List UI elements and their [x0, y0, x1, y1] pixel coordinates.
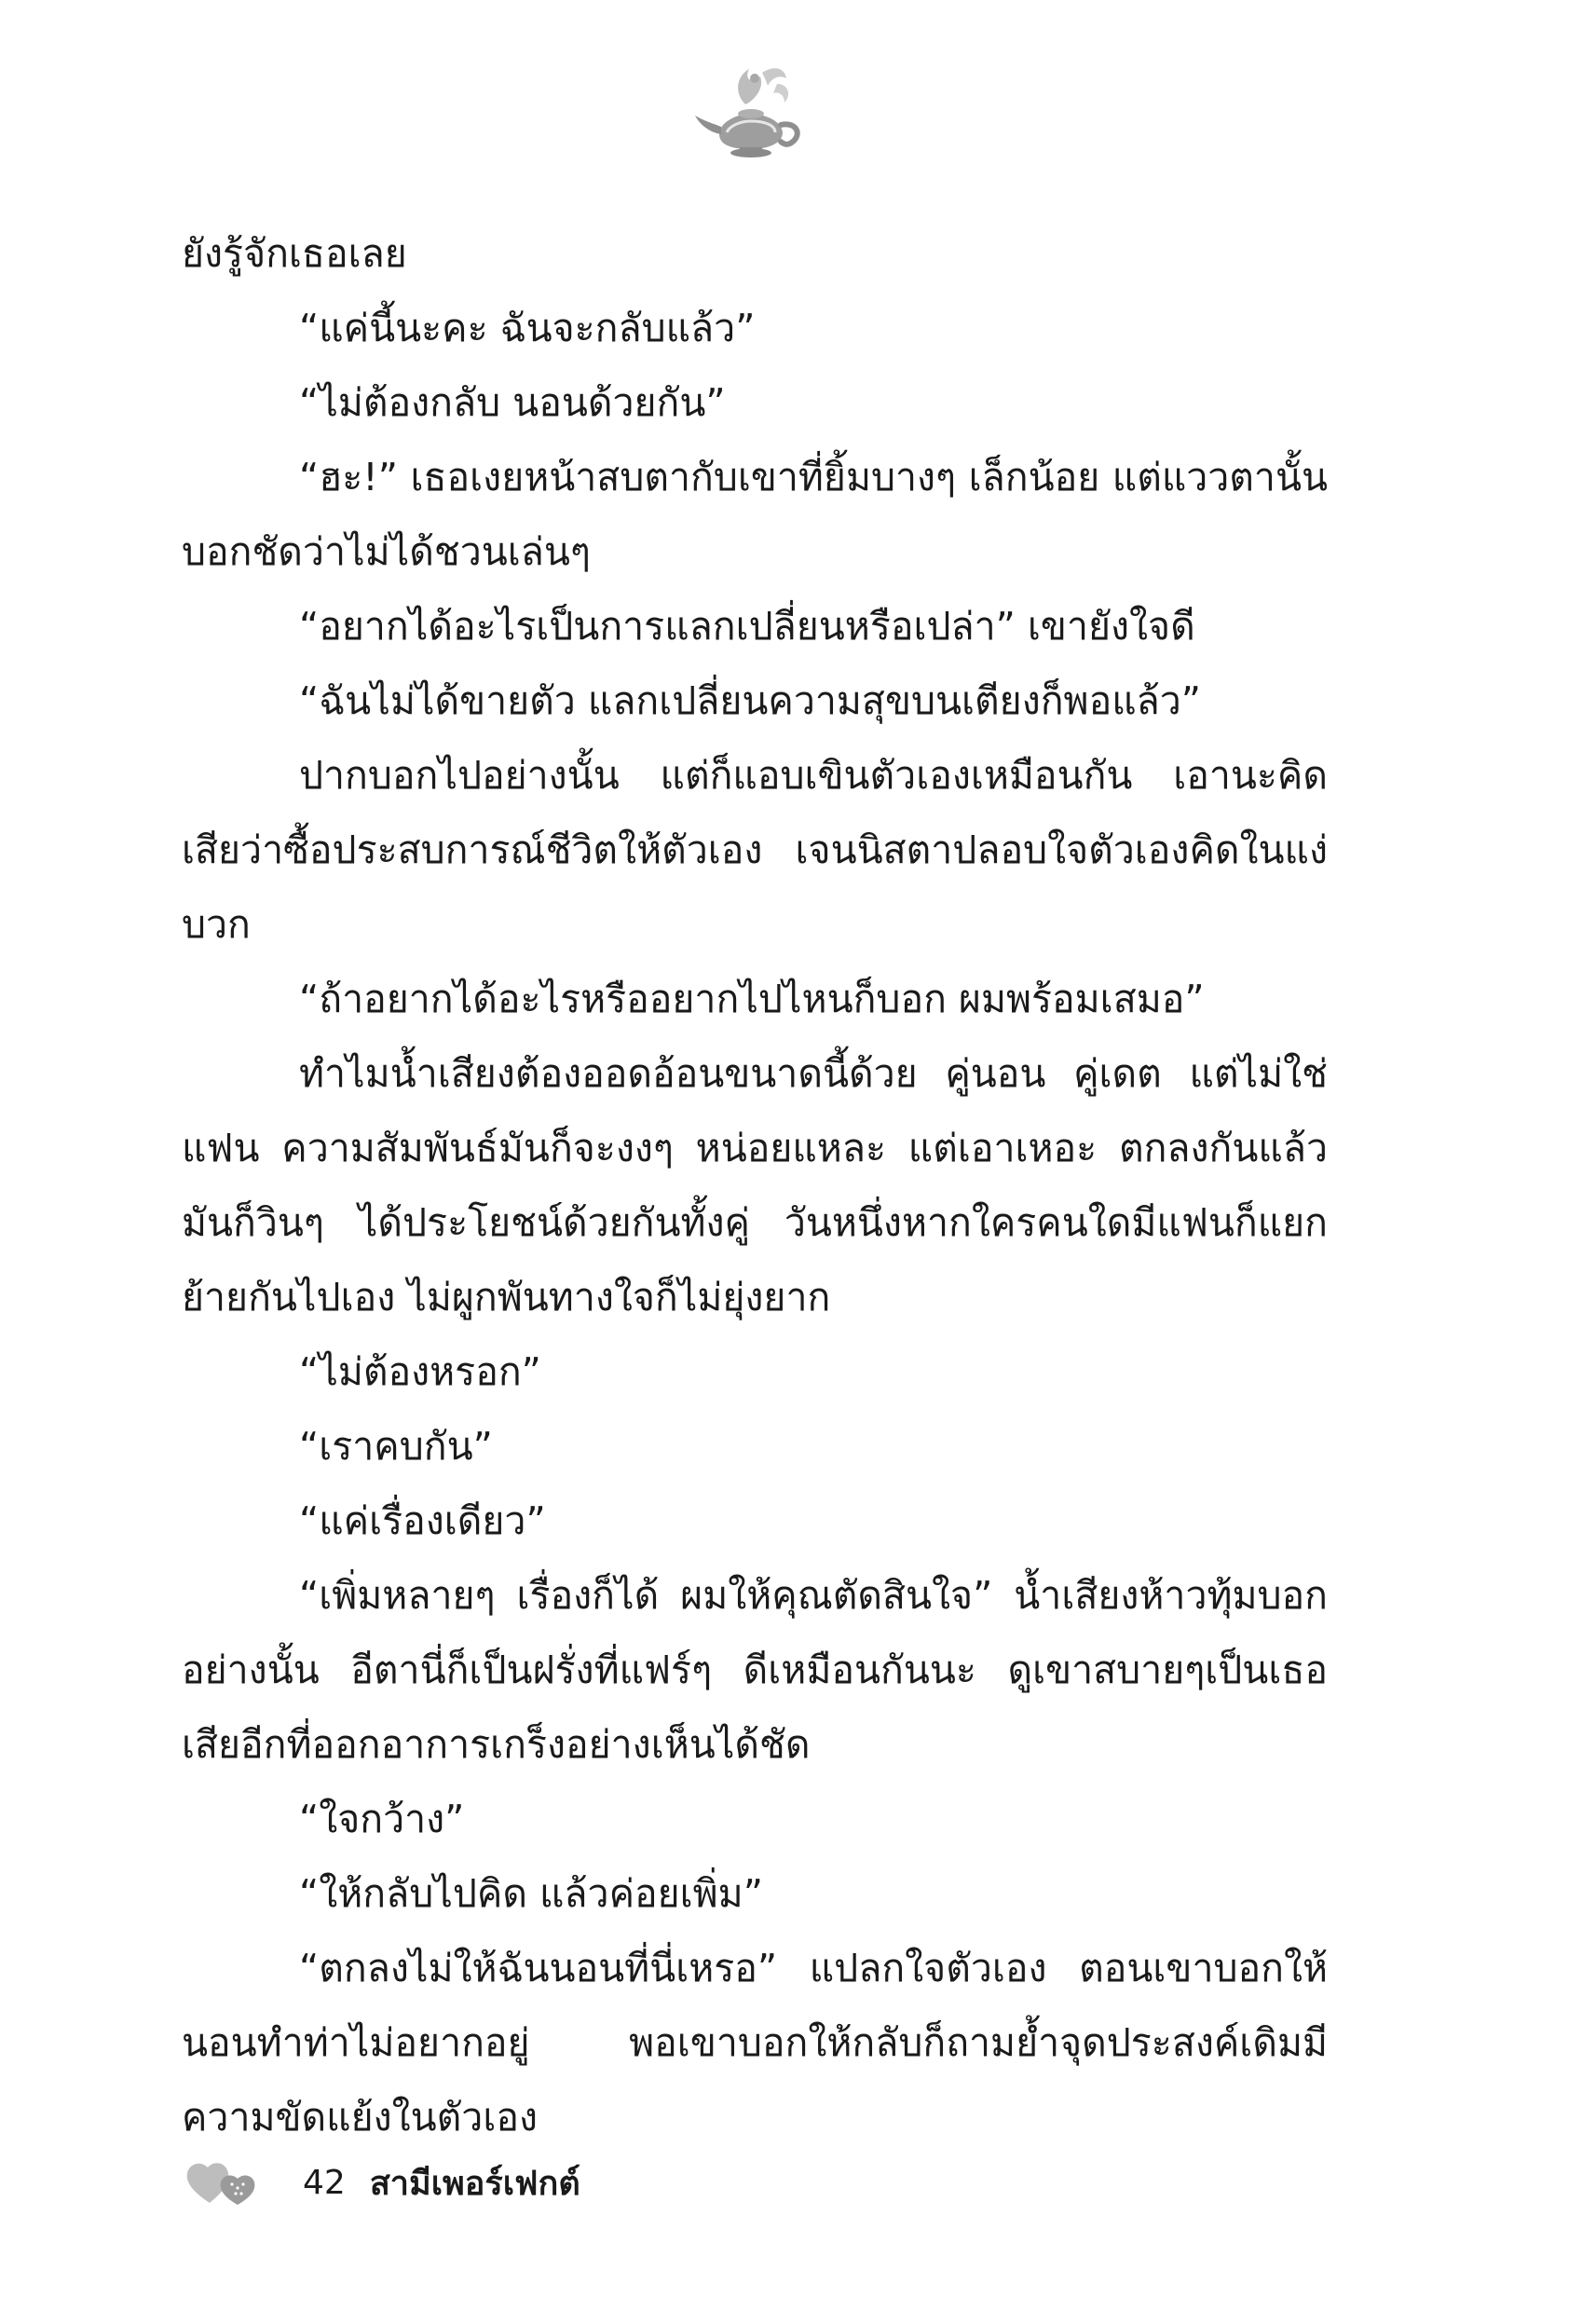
paragraph: “อยากได้อะไรเป็นการแลกเปลี่ยนหรือเปล่า” เขายังใจดี [299, 604, 1195, 649]
paragraph: “ฮะ!” เธอเงยหน้าสบตากับเขาที่ยิ้มบางๆ เล็กน้อย แต่แววตานั้นบอกชัดว่าไม่ได้ชวนเล่นๆ [182, 455, 1328, 574]
genie-lamp-icon [688, 56, 809, 177]
paragraph: ปากบอกไปอย่างนั้น แต่ก็แอบเขินตัวเองเหมือนกัน เอานะคิดเสียว่าซื้อประสบการณ์ชีวิตให้ตัวเอง เจนนิสตาปลอบใจตัวเองคิดในแง่บวก [182, 753, 1328, 947]
paragraph: ทำไมน้ำเสียงต้องออดอ้อนขนาดนี้ด้วย คู่นอน คู่เดต แต่ไม่ใช่แฟน ความสัมพันธ์มันก็จะงงๆ หน่อยแหละ แต่เอาเหอะ ตกลงกันแล้วมันก็วินๆ ได้ประโยชน์ด้วยกันทั้งคู่ วันหนึ่งหากใครคนใดมีแฟนก็แยกย้ายกันไปเอง ไม่ผูกพันทางใจก็ไม่ยุ่งยาก [182, 1051, 1328, 1320]
hearts-icon [182, 2154, 266, 2210]
book-title: สามีเพอร์เฟกต์ [369, 2164, 580, 2203]
paragraph: “ใจกว้าง” [299, 1797, 465, 1841]
paragraph: “ไม่ต้องหรอก” [299, 1349, 541, 1394]
page-footer [182, 2154, 580, 2210]
paragraph: “เพิ่มหลายๆ เรื่องก็ได้ ผมให้คุณตัดสินใจ” น้ำเสียงห้าวทุ้มบอกอย่างนั้น อีตานี่ก็เป็นฝรั่งที่แฟร์ๆ ดีเหมือนกันนะ ดูเขาสบายๆเป็นเธอเสียอีกที่ออกอาการเกร็งอย่างเห็นได้ชัด [182, 1573, 1328, 1767]
paragraph: “เราคบกัน” [299, 1424, 493, 1469]
paragraph: “ตกลงไม่ให้ฉันนอนที่นี่เหรอ” แปลกใจตัวเอง ตอนเขาบอกให้นอนทำท่าไม่อยากอยู่ พอเขาบอกให้กลับก็ถามย้ำจุดประสงค์เดิมมีความขัดแย้งในตัวเอง [182, 1946, 1328, 2140]
body-text [182, 216, 1328, 2154]
paragraph: “แค่เรื่องเดียว” [299, 1498, 546, 1543]
paragraph: ยังรู้จักเธอเลย [182, 231, 407, 276]
paragraph: “ถ้าอยากได้อะไรหรืออยากไปไหนก็บอก ผมพร้อมเสมอ” [299, 977, 1205, 1021]
paragraph: “ไม่ต้องกลับ นอนด้วยกัน” [299, 380, 726, 425]
page-number: 42 [303, 2163, 346, 2202]
paragraph: “แค่นี้นะคะ ฉันจะกลับแล้ว” [299, 306, 756, 350]
paragraph: “ฉันไม่ได้ขายตัว แลกเปลี่ยนความสุขบนเตียงก็พอแล้ว” [299, 678, 1202, 723]
paragraph: “ให้กลับไปคิด แล้วค่อยเพิ่ม” [299, 1871, 763, 1916]
